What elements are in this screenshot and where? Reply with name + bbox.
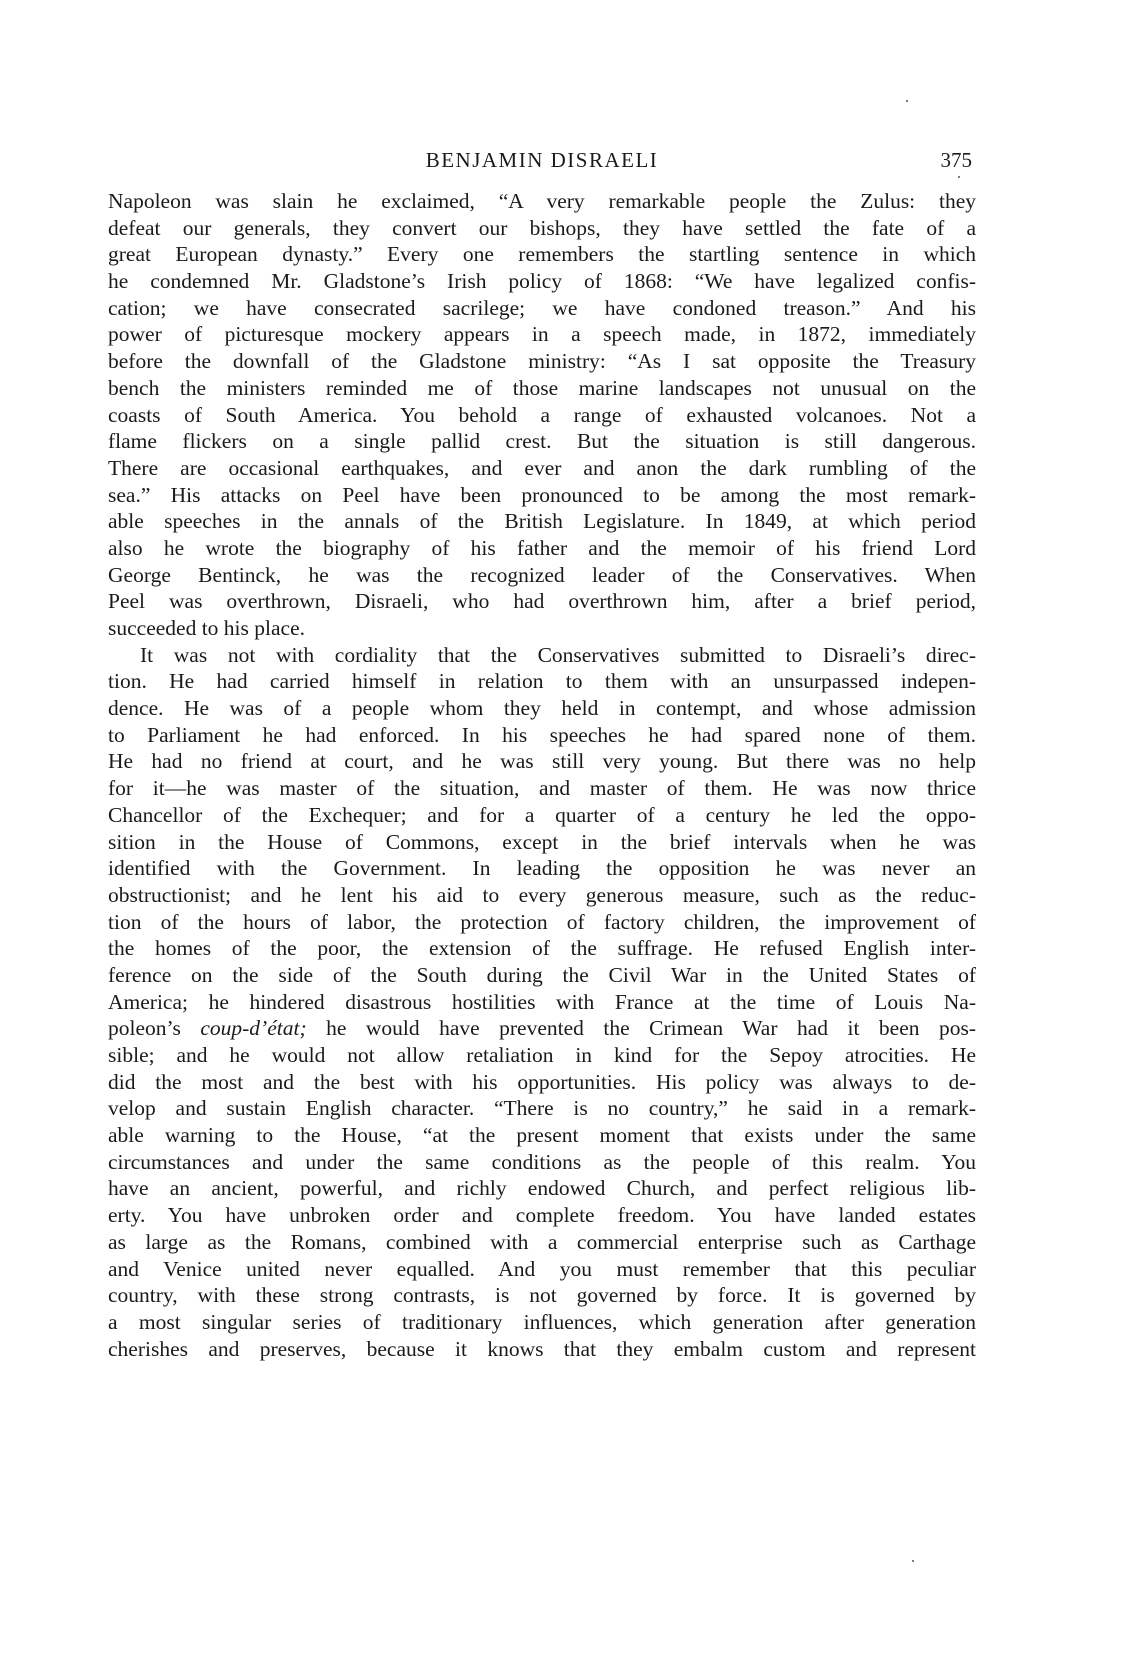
text-line: sea.” His attacks on Peel have been pronounced to be among the most remark- (108, 482, 976, 507)
scan-speck (912, 1560, 914, 1562)
text-line: before the downfall of the Gladstone ministry: “As I sat opposite the Treasury (108, 349, 976, 374)
text-line: defeat our generals, they convert our bishops, they have settled the fate of a (108, 215, 976, 240)
text-line: George Bentinck, he was the recognized leader of the Conservatives. When (108, 562, 976, 587)
text-line: sition in the House of Commons, except in the brief intervals when he was (108, 829, 976, 854)
page-number: 375 (940, 148, 972, 172)
text-line: Napoleon was slain he exclaimed, “A very remarkable people the Zulus: they (108, 189, 976, 213)
text-line: able speeches in the annals of the British Legislature. In 1849, at which period (108, 509, 976, 534)
text-line: There are occasional earthquakes, and ever and anon the dark rumbling of the (108, 455, 976, 480)
text-line: tion. He had carried himself in relation to them with an unsurpassed indepen- (108, 669, 976, 694)
text-line: flame flickers on a single pallid crest. But the situation is still dangerous. (108, 429, 976, 454)
text-line: bench the ministers reminded me of those marine landscapes not unusual on the (108, 375, 976, 400)
text-line: a most singular series of traditionary influences, which generation after generation (108, 1309, 976, 1334)
paragraph-1 (108, 188, 976, 642)
scan-speck (906, 100, 908, 102)
text-line: able warning to the House, “at the present moment that exists under the same (108, 1123, 976, 1148)
text-line: velop and sustain English character. “There is no country,” he said in a remark- (108, 1096, 976, 1121)
text-line: circumstances and under the same conditions as the people of this realm. You (108, 1149, 976, 1174)
text-line: It was not with cordiality that the Conservatives submitted to Disraeli’s direc- (140, 642, 976, 667)
text-line: did the most and the best with his opportunities. His policy was always to de- (108, 1069, 976, 1094)
text-line: cherishes and preserves, because it knows that they embalm custom and represent (108, 1336, 976, 1361)
text-line: for it—he was master of the situation, and master of them. He was now thrice (108, 776, 976, 801)
text-line: sible; and he would not allow retaliation in kind for the Sepoy atrocities. He (108, 1043, 976, 1067)
text-line: have an ancient, powerful, and richly endowed Church, and perfect religious lib- (108, 1176, 976, 1201)
text-line: he condemned Mr. Gladstone’s Irish policy of 1868: “We have legalized confis- (108, 269, 976, 294)
text-line: Chancellor of the Exchequer; and for a quarter of a century he led the oppo- (108, 802, 976, 827)
text-line: the homes of the poor, the extension of the suffrage. He refused English inter- (108, 936, 976, 961)
text-line (108, 1015, 976, 1042)
text-line: great European dynasty.” Every one remembers the startling sentence in which (108, 242, 976, 267)
text-line: erty. You have unbroken order and complete freedom. You have landed estates (108, 1203, 976, 1228)
text-line: ference on the side of the South during the Civil War in the United States of (108, 962, 976, 987)
running-header (108, 148, 976, 178)
text-line: coasts of South America. You behold a range of exhausted volcanoes. Not a (108, 402, 976, 427)
text-line: obstructionist; and he lent his aid to every generous measure, such as the reduc- (108, 882, 976, 907)
text-fragment: he would have prevented the Crimean War had it been pos- (306, 1016, 976, 1041)
text-line: power of picturesque mockery appears in a speech made, in 1872, immediately (108, 322, 976, 347)
paragraph-2 (108, 642, 976, 1363)
text-line: and Venice united never equalled. And you must remember that this peculiar (108, 1256, 976, 1281)
text-line: as large as the Romans, combined with a commercial enterprise such as Carthage (108, 1229, 976, 1254)
text-line: He had no friend at court, and he was still very young. But there was no help (108, 749, 976, 774)
body-text (108, 188, 976, 1362)
text-fragment: poleon’s (108, 1016, 201, 1041)
text-line: also he wrote the biography of his father and the memoir of his friend Lord (108, 535, 976, 560)
running-title: BENJAMIN DISRAELI (425, 148, 659, 172)
text-line: to Parliament he had enforced. In his speeches he had spared none of them. (108, 722, 976, 747)
text-line: dence. He was of a people whom they held in contempt, and whose admission (108, 696, 976, 721)
italic-phrase: coup-d’état; (200, 1016, 307, 1041)
text-line: succeeded to his place. (108, 616, 305, 640)
text-line: identified with the Government. In leading the opposition he was never an (108, 856, 976, 881)
text-line: cation; we have consecrated sacrilege; we have condoned treason.” And his (108, 295, 976, 320)
text-line: Peel was overthrown, Disraeli, who had overthrown him, after a brief period, (108, 589, 976, 614)
text-line: country, with these strong contrasts, is not governed by force. It is governed by (108, 1283, 976, 1308)
text-line: tion of the hours of labor, the protection of factory children, the improvement of (108, 909, 976, 934)
text-line: America; he hindered disastrous hostilities with France at the time of Louis Na- (108, 989, 976, 1014)
